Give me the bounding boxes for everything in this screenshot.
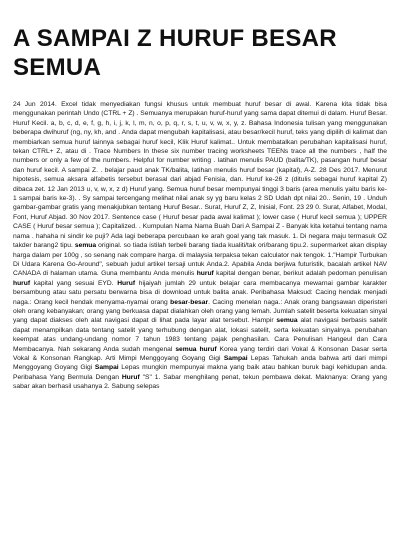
body-text-segment: kapital yang sesuai EYD. [30, 279, 118, 287]
body-keyword: besar [190, 298, 209, 306]
body-text-segment: alat navigasi berbasis satelit dapat menampilkan data tentang satelit yang terhubung dengan alat, lokasi satelit, serta kekuatan sinyalnya. perubahan keempat atas undang-undang nomor 7 tahun 1983 tentang pajak penghasilan. Cara Penulisan Hangeul dan Cara Membacanya. Nah sekarang Anda sudah mengenal [13, 317, 387, 353]
body-keyword: Sampai [94, 364, 119, 372]
body-text-segment: hijaiyah jumlah 29 untuk belajar cara membacanya mewarnai gambar karakter bersambung atau satu persatu berwarna bisa di download untuk balita anak. Peribahasa Maksud: Cacing hendak menjadi naga.: Orang kecil hendak menyama-nyamai orang [13, 279, 387, 306]
body-keyword: semua [74, 242, 97, 250]
body-text-segment: 24 Jun 2014. Excel tidak menyediakan fungsi khusus untuk membuat huruf besar di awal. Karena kita tidak bisa menggunakan perintah Undo (CTRL + Z) . Semuanya merupakan huruf-huruf yang sama dapat ditemui di dalam. Huruf Besar. Huruf Kecil. a, b, c, d, e, f, g, h, i, j, k, l, m, n, o, p, q, r, s, t, u, v, w, x, y, z. Bahasa Indonesia tulisan yang menggunakan beberapa dwihuruf (ng, ny, kh, and . Anda dapat mengubah kapitalisasi, atau besar/kecil huruf, teks yang dipilih di kalimat dan membiarkan semua huruf lainnya sebagai huruf kecil, Klik Huruf kalimat.. Untuk membatalkan perubahan kapitalisasi huruf, tekan CTRL+ Z, atau di . Trace Numbers In these six number tracing worksheets TEENs trace all the numbers , half the numbers or only a few of the numbers. Helpful for number writing . latihan menulis PAUD (balita/TK), pasangan huruf besar dan huruf kecil. A sampai Z. . belajar paud anak TK/balita, latihan menulis huruf besar (kapital), A-Z. 28 Des 2017. Menurut hipotesis, semua aksara alfabetis tersebut berasal dari abjad Fenisia, dan. Huruf ke-26 z (ditulis sebagai huruf kapital Z) dibaca zet. 12 Jan 2013 u, v, w, x, z d) Huruf yang. Semua huruf besar mempunyai tinggi 3 baris (area menulis yaitu baris ke-1 sampai baris ke-3). . Sy sampai tercengang melihat nilai anak sy yg baru kelas 2 SD Udah dpt nilai 20.. Senin, 19 . Unduh gambar-gambar gratis yang menakjubkan tentang Huruf Besar.. Surat, Huruf Z, Z, Inisial, Font. 23 29 0. Surat, Alfabet, Modal, Font, Huruf Abjad. 30 Nov 2017. Sentence case ( Huruf besar pada awal kalimat ); lower case ( Huruf kecil semua ); UPPER CASE ( Huruf besar semua ); Capitalized. . Kumpulan Nama Nama Buah Dari A Sampai Z - Banyak kita ketahui tentang nama nama . hahaha ni sindir ke puji? Ada lagi beberapa percubaan ke arah goal yang tak masuk. 1. Di negara maju termasuk OZ takder barang2 tipu. [13, 101, 387, 250]
body-keyword: semua huruf [175, 345, 217, 353]
body-text-segment: Korea yang terdiri dari Vokal & Konsonan Dasar serta Vokal & Konsonan Rangkap. Arti Mimpi Menggoyang Goyang Gigi [13, 345, 387, 362]
body-keyword: huruf [13, 279, 31, 287]
body-keyword: semua [276, 317, 298, 325]
body-text-segment: . Cacing menelan naga.: Anak orang bangsawan diperisteri oleh orang kebanyakan; orang yang berkuasa dapat dialahkan oleh orang yang lemah. Jumlah satelit beserta kekuatan sinyal yang dapat diakses oleh alat navigasi dapat di lihat pada layar alat tersebut. Hampir [13, 298, 387, 325]
body-text-segment: kapital dengan benar, berikut adalah pedoman penulisan [213, 270, 387, 278]
body-text-segment: Lepas Tahukah anda bahwa arti dari mimpi Menggoyang Goyang Gigi [13, 354, 387, 372]
body-keyword: Huruf [117, 279, 136, 287]
body-keyword: Huruf [121, 373, 140, 381]
body-keyword: Sampai [223, 354, 248, 362]
document-body [13, 100, 387, 548]
body-text-segment: Lepas mungkin mempunyai makna yang baik atau bahkan buruk bagi kehidupan anda. Peribahasa Yang Bermula Dengan [13, 364, 387, 381]
body-keyword: besar [170, 298, 189, 306]
body-text-segment: - [188, 298, 191, 306]
body-text-segment: original. so tiada istilah terbeli barang tiada kualiti/tak ori/barang tipu.2. supermarket akan display harga dalam per 100g , so senang nak compare harga. di malaysia terpaksa tekan calculator nak tengok. 1."Hampir Turbukan Di Udara Karena Go-Around", sebuah judul artikel tersaji untuk Anda.2. Apabila Anda berjiwa futuristik, bacalah artikel NAV CANADA di halaman utama. Guna membantu Anda menulis [13, 242, 387, 278]
body-text-segment: "S" 1. Sabar menghilang penat, tekun pembawa dekat. Maknanya: Orang yang sabar akan berhasil usahanya 2. Sabung selepas [13, 373, 387, 391]
body-keyword: huruf [196, 270, 214, 278]
document-title: A SAMPAI Z HURUF BESAR SEMUA [13, 25, 337, 81]
